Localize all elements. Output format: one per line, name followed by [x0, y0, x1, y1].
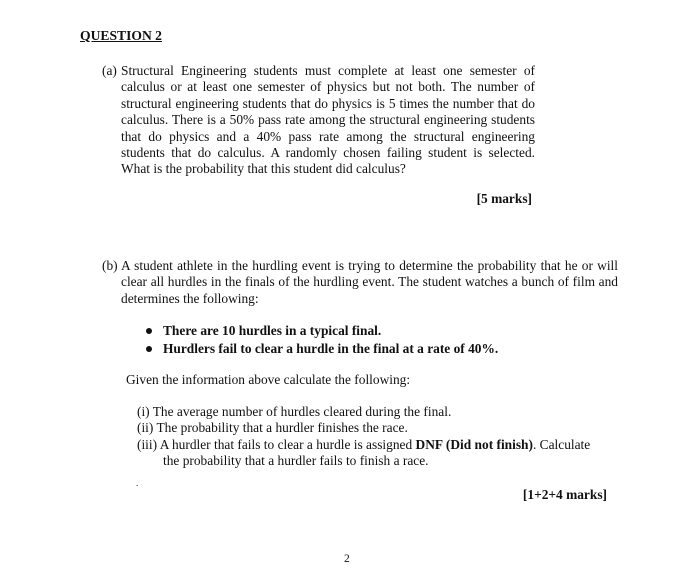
facts-list [146, 322, 498, 357]
part-b-text: A student athlete in the hurdling event is trying to determine the probability that he or will clear all hurdles in the finals of the hurdling event. The student watches a bunch of film and determines the following: [121, 258, 618, 306]
part-a-text: Structural Engineering students must complete at least one semester of calculus or at least one semester of physics but not both. The number of structural engineering students that do physics is 5 times the number that do calculus. There is a 50% pass rate among the structural engineering students that do physics and a 40% pass rate among the structural engineering students that do calculus. A randomly chosen failing student is selected. What is the probability that this student did calculus? [121, 63, 535, 177]
question-title: QUESTION 2 [80, 28, 162, 43]
part-b-marks: [1+2+4 marks] [522, 487, 607, 502]
page-number: 2 [344, 553, 350, 565]
part-a-marks: [5 marks] [476, 191, 532, 206]
sub-questions [137, 404, 617, 470]
stray-mark: . [136, 478, 139, 488]
sub-question-iii-suffix: . Calculate [532, 436, 591, 452]
sub-question-iii-text: (iii) A hurdler that fails to clear a hurdle is assigned [137, 436, 416, 452]
part-a [102, 63, 535, 178]
sub-question-ii: (ii) The probability that a hurdler finishes the race. [137, 420, 408, 436]
fact-item: There are 10 hurdles in a typical final. [146, 322, 498, 340]
sub-question-i: (i) The average number of hurdles cleared during the final. [137, 404, 452, 419]
dnf-term: DNF (Did not finish) [415, 436, 533, 452]
sub-question-iii-continuation: the probability that a hurdler fails to finish a race. [163, 453, 429, 469]
part-b [102, 258, 618, 307]
part-a-label: (a) [102, 63, 117, 78]
fact-item: Hurdlers fail to clear a hurdle in the final at a rate of 40%. [146, 340, 498, 358]
part-b-label: (b) [102, 258, 118, 273]
given-text: Given the information above calculate the following: [126, 372, 411, 387]
sub-question-iii [137, 437, 617, 470]
